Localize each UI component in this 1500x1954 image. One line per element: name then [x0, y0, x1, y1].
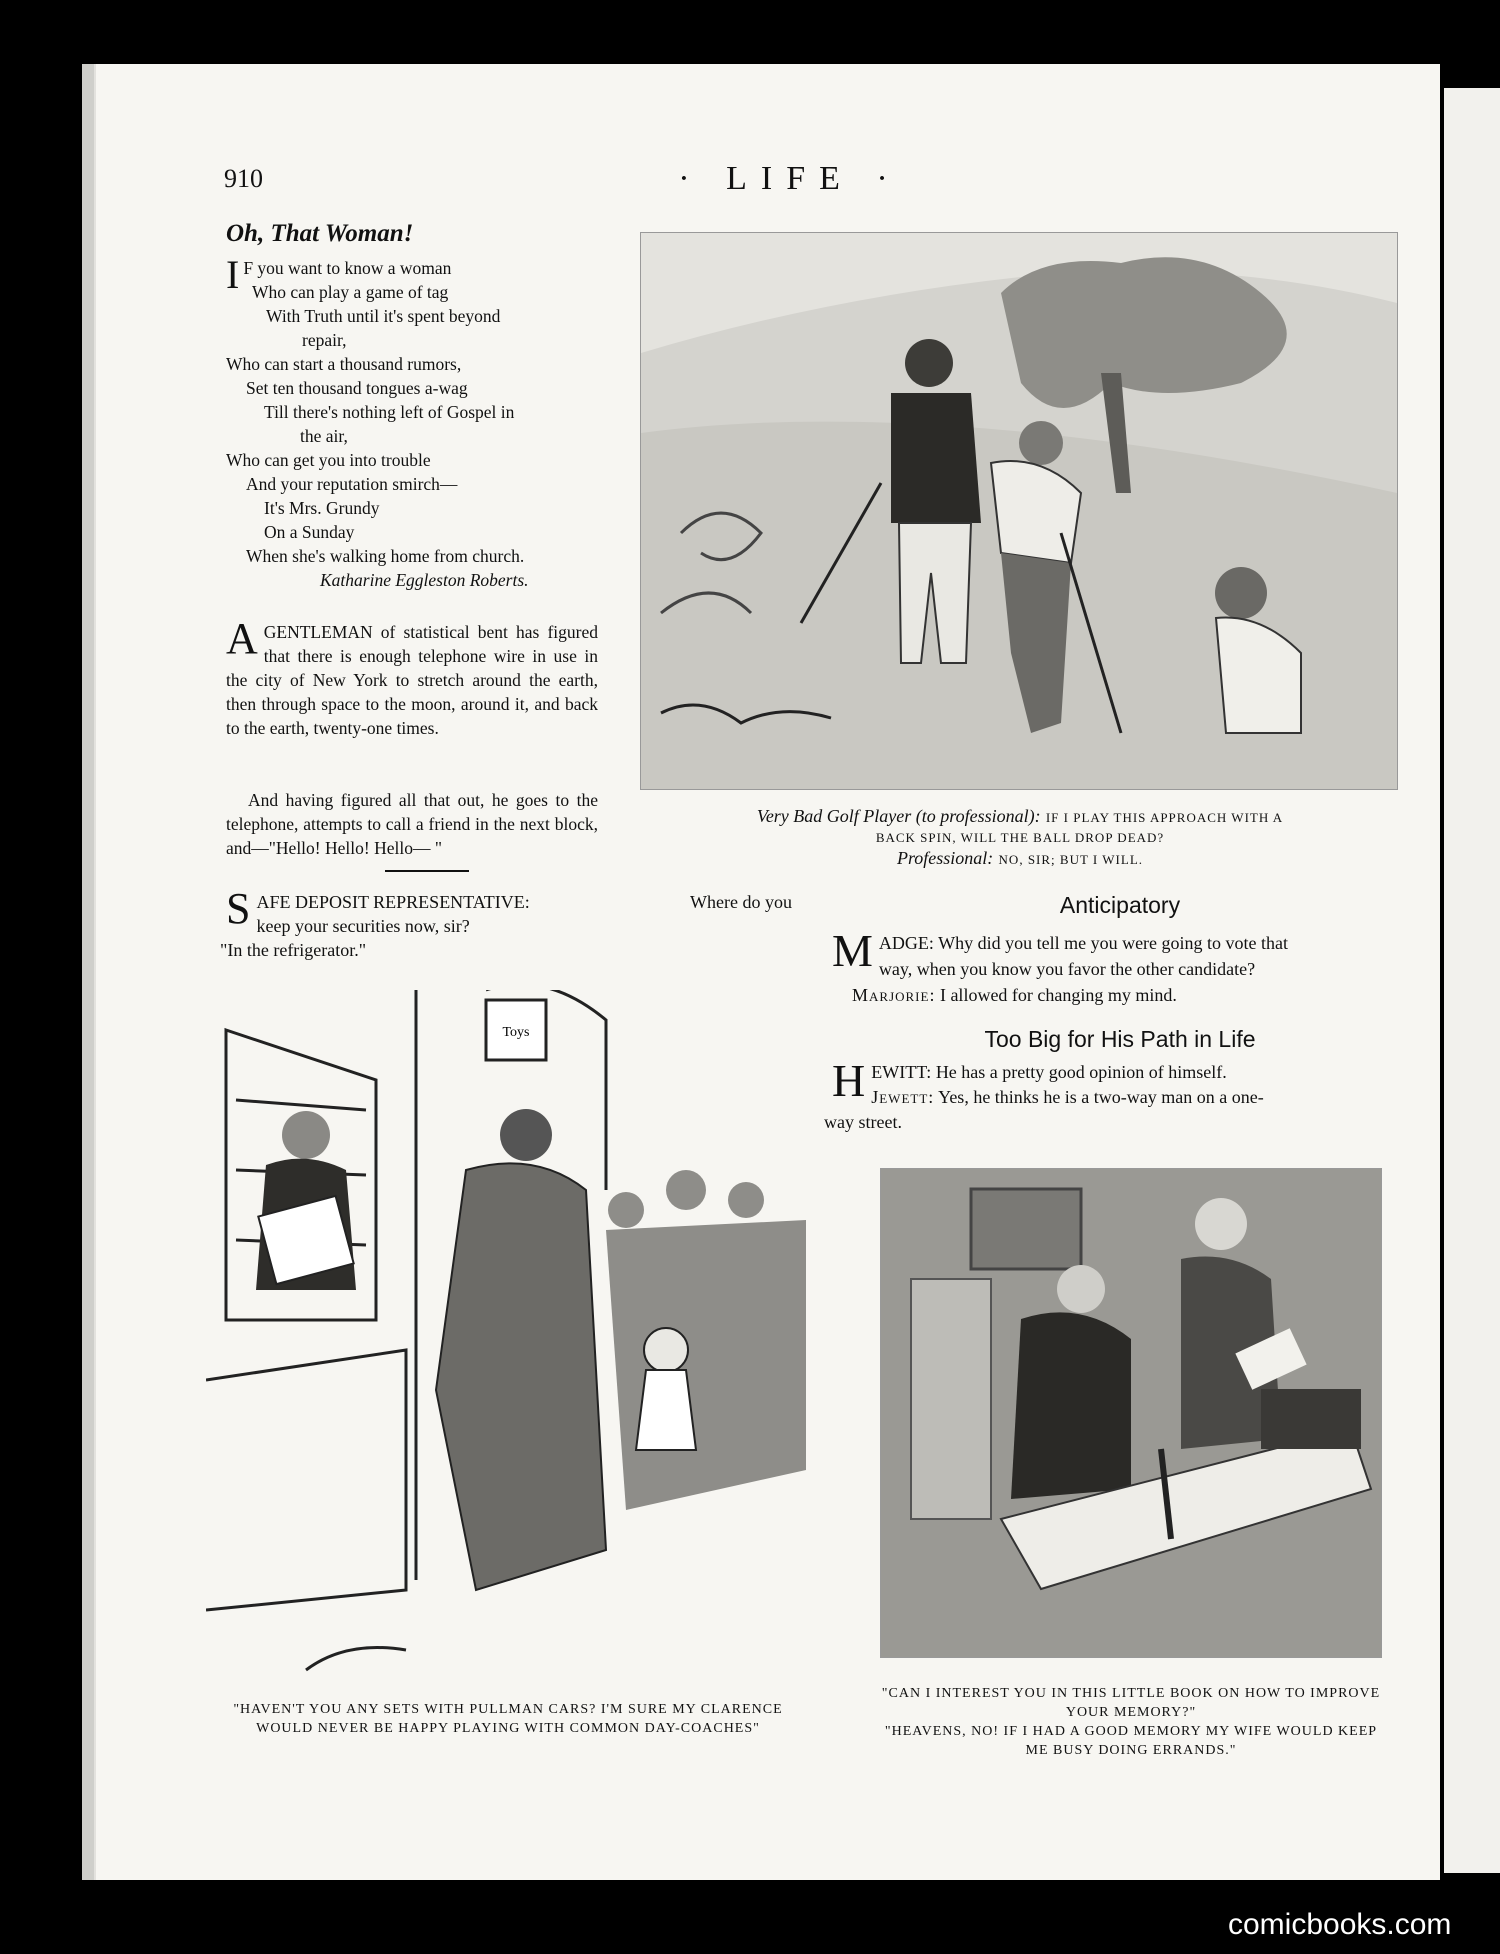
- site-watermark: comicbooks.com: [1228, 1908, 1452, 1941]
- office-caption-1: "CAN I INTEREST YOU IN THIS LITTLE BOOK ON HOW TO IMPROVE YOUR MEMORY?": [881, 1686, 1381, 1720]
- poem-line: Who can play a game of tag: [252, 282, 449, 302]
- clerk-head: [282, 1111, 330, 1159]
- office-cartoon-illustration: [880, 1168, 1382, 1658]
- poem-title: Oh, That Woman!: [226, 220, 414, 247]
- anticipatory-joke: [832, 925, 1402, 1008]
- safe-line-1b: Where do you: [690, 892, 792, 912]
- too-big-speaker-1: EWITT:: [871, 1062, 932, 1082]
- poem-line: F you want to know a woman: [243, 258, 452, 278]
- golf-caption-line-1: IF I PLAY THIS APPROACH WITH A: [1045, 810, 1284, 825]
- poem-line: It's Mrs. Grundy: [264, 498, 380, 518]
- too-big-line-1: He has a pretty good opinion of himself.: [935, 1062, 1227, 1082]
- golf-caption-speaker: Very Bad Golf Player (to professional):: [756, 806, 1041, 826]
- poem-line: On a Sunday: [264, 522, 355, 542]
- woman-head: [500, 1109, 552, 1161]
- too-big-dropcap: H: [832, 1055, 866, 1106]
- safe-line-2: keep your securities now, sir?: [256, 916, 470, 936]
- safe-dropcap: S: [226, 884, 251, 933]
- poem-body: [226, 252, 606, 592]
- anticipatory-title: Anticipatory: [1059, 892, 1181, 918]
- anticipatory-line-1: Why did you tell me you were going to vote that: [938, 933, 1289, 953]
- golf-caption: [650, 806, 1390, 870]
- anticipatory-line-3: I allowed for changing my mind.: [939, 985, 1177, 1005]
- too-big-speaker-2: Jewett:: [871, 1087, 935, 1107]
- poem-line: With Truth until it's spent beyond: [266, 306, 501, 326]
- anticipatory-dropcap: M: [832, 925, 873, 976]
- poem-dropcap: I: [226, 252, 240, 297]
- safe-line-3: "In the refrigerator.": [220, 940, 367, 960]
- too-big-joke: [824, 1055, 1402, 1135]
- poem-line: And your reputation smirch—: [246, 474, 458, 494]
- poem-line: Who can get you into trouble: [226, 450, 431, 470]
- gentleman-paragraph-2: And having figured all that out, he goes to the telephone, attempts to call a friend in the next block, and—"Hello! Hello! Hello— ": [226, 790, 598, 858]
- poem-line: Till there's nothing left of Gospel in: [264, 402, 515, 422]
- gentleman-paragraph: [226, 614, 598, 740]
- poem-line: repair,: [302, 330, 347, 350]
- poem-line: When she's walking home from church.: [246, 546, 525, 566]
- office-caption-2: "HEAVENS, NO! IF I HAD A GOOD MEMORY MY WIFE WOULD KEEP ME BUSY DOING ERRANDS.": [884, 1724, 1378, 1758]
- poem-line: the air,: [300, 426, 348, 446]
- anticipatory-speaker-1: ADGE:: [878, 933, 934, 953]
- anticipatory-line-2: way, when you know you favor the other candidate?: [878, 959, 1256, 979]
- toys-sign-text: Toys: [502, 1025, 530, 1040]
- masthead: · LIFE ·: [678, 160, 902, 197]
- golf-cartoon-illustration: [640, 232, 1398, 790]
- next-page-edge: [1444, 88, 1500, 1873]
- toys-caption: "HAVEN'T YOU ANY SETS WITH PULLMAN CARS? I'M SURE MY CLARENCE WOULD NEVER BE HAPPY PLAYING WITH COMMON DAY-COACHES": [233, 1702, 783, 1736]
- anticipatory-speaker-2: Marjorie:: [852, 985, 936, 1005]
- office-caption: [876, 1684, 1386, 1760]
- toy-store-cartoon-illustration: [206, 990, 820, 1684]
- gentleman-dropcap: A: [226, 614, 258, 663]
- safe-deposit-joke: [220, 884, 792, 962]
- safe-line-1: AFE DEPOSIT REPRESENTATIVE:: [256, 892, 530, 912]
- gentleman-text: GENTLEMAN of statistical bent has figured that there is enough telephone wire in use in the city of New York to stretch around the earth, then through space to the moon, around it, and back to the earth, twenty-one times.: [226, 622, 598, 738]
- poem-line: Set ten thousand tongues a-wag: [246, 378, 468, 398]
- too-big-line-2: Yes, he thinks he is a two-way man on a one-: [938, 1087, 1264, 1107]
- section-divider: [385, 870, 469, 872]
- too-big-title: Too Big for His Path in Life: [984, 1026, 1256, 1052]
- golf-caption-line-3: NO, SIR; BUT I WILL.: [998, 852, 1144, 867]
- golf-caption-line-2: BACK SPIN, WILL THE BALL DROP DEAD?: [875, 830, 1165, 845]
- poem-author: Katharine Eggleston Roberts.: [320, 570, 529, 590]
- golf-caption-speaker-2: Professional:: [896, 848, 994, 868]
- poem-line: Who can start a thousand rumors,: [226, 354, 462, 374]
- page-binding: [82, 64, 94, 1880]
- too-big-line-3: way street.: [824, 1112, 902, 1132]
- page-number: 910: [224, 164, 263, 193]
